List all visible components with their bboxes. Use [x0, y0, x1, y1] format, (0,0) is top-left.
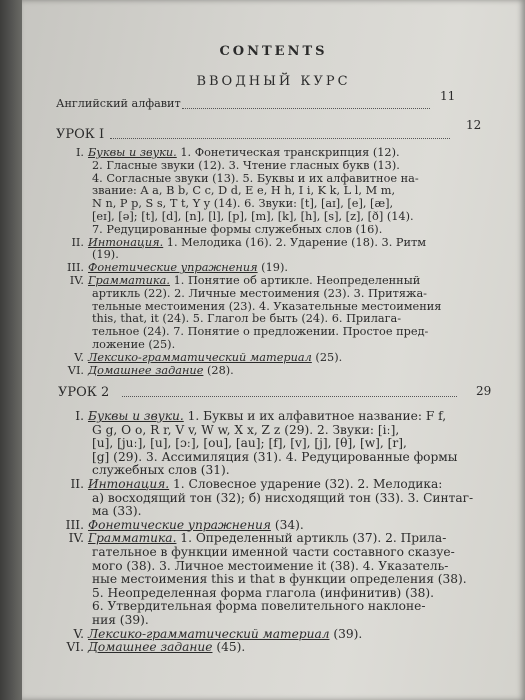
toc-line	[54, 410, 473, 424]
section-text: мого (38). 3. Личное местоимение it (38). 4. Указатель-	[92, 558, 449, 573]
toc-page-alphabet: 11	[440, 89, 456, 103]
section-text: N n, P p, S s, T t, Y y (14). 6. Звуки: [t], [aɪ], [e], [æ],	[92, 197, 394, 211]
section-text: [g] (29). 3. Ассимиляция (31). 4. Редуцированные формы	[92, 449, 458, 464]
section-text: 7. Редуцированные формы служебных слов (16).	[92, 222, 383, 236]
section-number: V.	[73, 626, 84, 641]
toc-line	[54, 519, 473, 533]
section-text: 1. Мелодика (16). 2. Ударение (18). 3. Ритм	[163, 235, 427, 249]
section-text: 2. Гласные звуки (12). 3. Чтение гласных букв (13).	[92, 158, 400, 172]
section-title: Домашнее задание	[88, 363, 204, 377]
toc-line	[54, 437, 473, 451]
contents-heading: CONTENTS	[219, 44, 328, 59]
dot-leader	[182, 108, 430, 109]
book-spine-shadow	[0, 0, 22, 700]
lesson2-page: 29	[476, 384, 492, 398]
section-title: Фонетические упражнения	[88, 261, 258, 275]
toc-line	[54, 600, 473, 614]
dot-leader	[110, 138, 450, 139]
section-text: 1. Понятие об артикле. Неопределенный	[169, 273, 421, 287]
toc-line	[54, 365, 441, 378]
section-text: 6. Утвердительная форма повелительного наклоне-	[92, 599, 426, 614]
section-text: 1. Определенный артикль (37). 2. Прила-	[176, 531, 447, 546]
section-text: this, that, it (24). 5. Глагол be быть (24). 6. Прилага-	[92, 312, 402, 326]
section-text: (19).	[257, 261, 288, 275]
section-number: VI.	[67, 363, 84, 377]
toc-line	[54, 451, 473, 465]
section-title: Буквы и звуки.	[88, 146, 177, 159]
section-text: (19).	[92, 248, 119, 262]
toc-line	[54, 614, 473, 628]
section-number: III.	[67, 261, 84, 275]
section-title: Домашнее задание	[88, 640, 213, 655]
toc-entry-alphabet: Английский алфавит	[56, 97, 181, 110]
section-text: (34).	[270, 517, 304, 532]
section-title: Грамматика.	[88, 531, 177, 546]
section-text: [eɪ], [ə]; [t], [d], [n], [l], [p], [m], [k], [h], [s], [z], [ð] (14).	[92, 209, 414, 223]
toc-line	[54, 478, 473, 492]
section-text: 1. Буквы и их алфавитное название: F f,	[183, 409, 447, 423]
section-text: (45).	[212, 640, 246, 655]
section-text: 1. Фонетическая транскрипция (12).	[176, 146, 400, 159]
section-text: 1. Словесное ударение (32). 2. Мелодика:	[169, 476, 443, 491]
section-text: ложение (25).	[92, 337, 176, 351]
lesson2-contents	[54, 410, 473, 655]
section-title: Лексико-грамматический материал	[88, 626, 330, 641]
section-text: [u], [juː], [u], [ɔː], [ou], [au]; [f], [v], [j], [θ], [w], [r],	[92, 436, 407, 451]
section-text: ные местоимения this и that в функции определения (38).	[92, 572, 467, 587]
section-number: V.	[74, 350, 84, 364]
section-text: служебных слов (31).	[92, 463, 230, 478]
toc-line	[54, 560, 473, 574]
lesson1-page: 12	[466, 118, 482, 132]
section-text: (28).	[203, 363, 234, 377]
lesson1-title: УРОК I	[56, 127, 105, 142]
section-title: Интонация.	[88, 235, 164, 249]
section-number: VI.	[66, 640, 84, 655]
toc-line	[54, 641, 473, 655]
section-title: Интонация.	[88, 476, 170, 491]
section-text: гательное в функции именной части составного сказуе-	[92, 544, 455, 559]
toc-line	[54, 424, 473, 438]
section-text: артикль (22). 2. Личные местоимения (23). 3. Притяжа-	[92, 286, 427, 300]
section-number: II.	[70, 476, 84, 491]
section-text: 4. Согласные звуки (13). 5. Буквы и их алфавитное на-	[92, 171, 419, 185]
section-text: ма (33).	[92, 504, 142, 519]
toc-line	[54, 464, 473, 478]
section-title: Фонетические упражнения	[88, 517, 271, 532]
book-page	[22, 0, 525, 700]
section-text: а) восходящий тон (32); б) нисходящий тон (33). 3. Синтаг-	[92, 490, 474, 505]
lesson1-contents	[54, 147, 441, 377]
toc-line	[54, 492, 473, 506]
section-number: I.	[75, 146, 84, 159]
section-text: звание: A a, B b, C c, D d, E e, H h, I i, K k, L l, M m,	[92, 184, 396, 198]
toc-line	[54, 573, 473, 587]
section-number: II.	[71, 235, 84, 249]
section-text: 5. Неопределенная форма глагола (инфинитив) (38).	[92, 585, 435, 600]
section-number: IV.	[69, 273, 84, 287]
toc-line	[54, 628, 473, 642]
section-text: тельное (24). 7. Понятие о предложении. Простое пред-	[92, 325, 429, 339]
section-number: III.	[65, 517, 84, 532]
section-title: Лексико-грамматический материал	[88, 350, 312, 364]
section-title: Буквы и звуки.	[88, 409, 184, 423]
section-text: (25).	[311, 350, 343, 364]
section-text: G g, O o, R r, V v, W w, X x, Z z (29). 2. Звуки: [iː],	[92, 422, 400, 437]
section-text: (39).	[329, 626, 363, 641]
toc-line	[54, 532, 473, 546]
lesson2-title: УРОК 2	[58, 385, 110, 400]
section-number: I.	[75, 409, 84, 423]
section-text: тельные местоимения (23). 4. Указательные местоимения	[92, 299, 442, 313]
section-text: ния (39).	[92, 612, 149, 627]
toc-line	[54, 505, 473, 519]
course-heading: ВВОДНЫЙ КУРС	[196, 74, 351, 89]
toc-line	[54, 546, 473, 560]
toc-line	[54, 587, 473, 601]
dot-leader	[122, 396, 457, 397]
section-title: Грамматика.	[88, 273, 170, 287]
section-number: IV.	[68, 531, 84, 546]
